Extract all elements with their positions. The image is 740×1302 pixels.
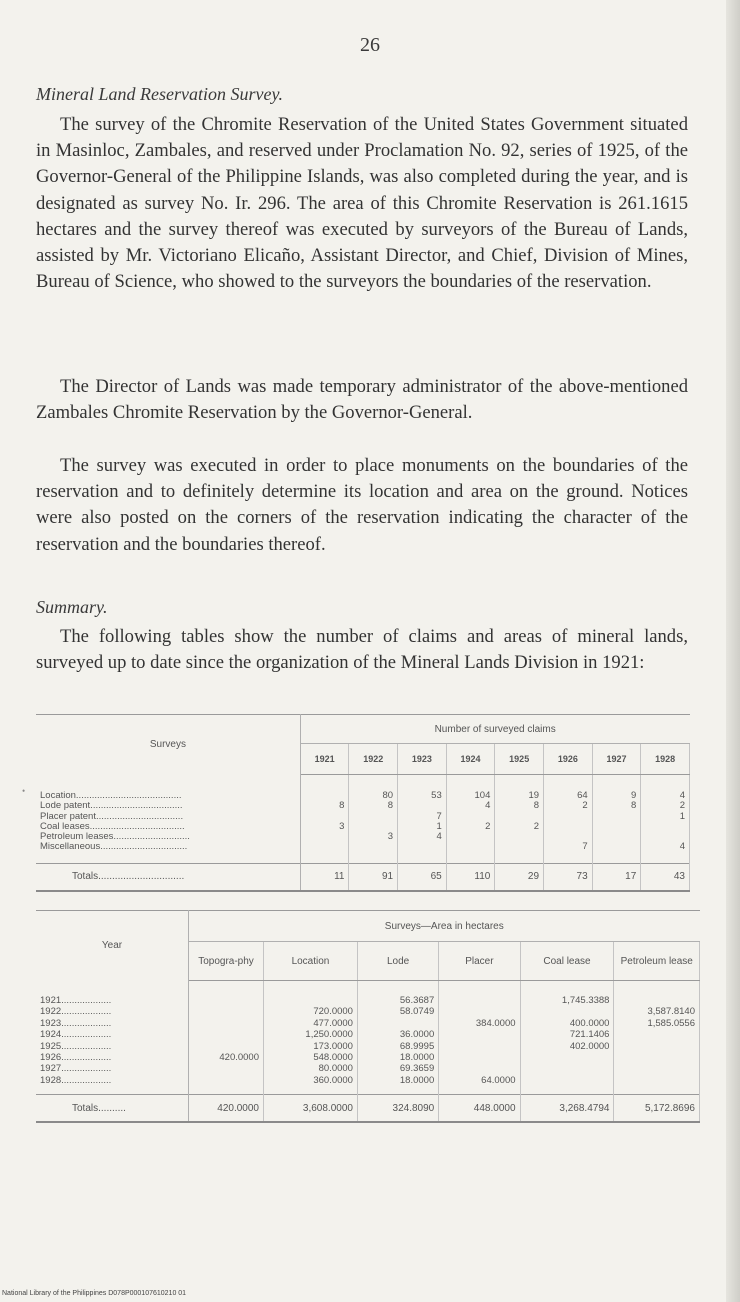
table-cell	[614, 1075, 700, 1095]
totals-row	[36, 863, 690, 891]
table-cell	[300, 775, 349, 802]
table-cell: 720.0000	[264, 1006, 358, 1017]
table-cell	[189, 1006, 264, 1017]
table-cell	[189, 981, 264, 1007]
claims-table-span-header: Number of surveyed claims	[300, 715, 689, 744]
table-row	[36, 1075, 700, 1095]
areas-table-span-header: Surveys—Area in hectares	[189, 911, 700, 942]
row-label: 1921...................	[36, 981, 189, 1007]
table-row	[36, 842, 690, 863]
table-cell	[544, 812, 593, 822]
table-cell: 68.9995	[357, 1041, 438, 1052]
total-cell: 29	[495, 863, 544, 891]
areas-column-header: Topogra-phy	[189, 942, 264, 981]
table-cell	[495, 842, 544, 863]
table-cell: 7	[398, 812, 447, 822]
table-cell	[592, 832, 641, 842]
claims-year-header: 1924	[446, 744, 495, 775]
table-cell: 64	[544, 775, 593, 802]
row-label: Coal leases....................................	[36, 822, 300, 832]
totals-label: Totals..........	[36, 1095, 189, 1123]
row-label: 1924...................	[36, 1029, 189, 1040]
table-cell: 3	[349, 832, 398, 842]
claims-year-header: 1926	[544, 744, 593, 775]
table-cell: 2	[641, 801, 690, 811]
table-cell	[439, 1006, 520, 1017]
table-cell: 360.0000	[264, 1075, 358, 1095]
table-cell	[189, 1075, 264, 1095]
total-cell: 65	[398, 863, 447, 891]
table-cell	[520, 1063, 614, 1074]
table-cell	[520, 1006, 614, 1017]
row-label: 1927...................	[36, 1063, 189, 1074]
table-cell: 402.0000	[520, 1041, 614, 1052]
areas-column-header: Petroleum lease	[614, 942, 700, 981]
row-label: Petroleum leases.............................	[36, 832, 300, 842]
table-cell: 173.0000	[264, 1041, 358, 1052]
total-cell: 11	[300, 863, 349, 891]
areas-column-header: Placer	[439, 942, 520, 981]
scan-footer: National Library of the Philippines D078P000107610210 01	[2, 1290, 187, 1297]
table-cell: 1,745.3388	[520, 981, 614, 1007]
table-cell: 548.0000	[264, 1052, 358, 1063]
table-cell	[592, 812, 641, 822]
table-cell: 4	[446, 801, 495, 811]
claims-year-header: 1927	[592, 744, 641, 775]
table-cell	[300, 832, 349, 842]
table-cell	[300, 842, 349, 863]
table-cell	[357, 1018, 438, 1029]
totals-row	[36, 1095, 700, 1123]
total-cell: 91	[349, 863, 398, 891]
table-cell: 3,587.8140	[614, 1006, 700, 1017]
table-cell: 2	[446, 822, 495, 832]
table-cell	[439, 1052, 520, 1063]
table-cell	[439, 1041, 520, 1052]
table-cell	[398, 842, 447, 863]
table-cell	[495, 832, 544, 842]
table-cell: 80.0000	[264, 1063, 358, 1074]
table-cell: 19	[495, 775, 544, 802]
table-cell: 3	[300, 822, 349, 832]
table-cell	[446, 832, 495, 842]
table-cell	[614, 1029, 700, 1040]
total-cell: 3,608.0000	[264, 1095, 358, 1123]
row-label: 1925...................	[36, 1041, 189, 1052]
total-cell: 110	[446, 863, 495, 891]
total-cell: 43	[641, 863, 690, 891]
table-row	[36, 1018, 700, 1029]
table-cell	[614, 1063, 700, 1074]
total-cell: 17	[592, 863, 641, 891]
table-cell	[614, 1041, 700, 1052]
table-cell	[189, 1018, 264, 1029]
table-cell: 384.0000	[439, 1018, 520, 1029]
table-row	[36, 1052, 700, 1063]
table-cell: 4	[398, 832, 447, 842]
total-cell: 3,268.4794	[520, 1095, 614, 1123]
total-cell: 324.8090	[357, 1095, 438, 1123]
section-title-summary: Summary.	[36, 597, 108, 617]
table-row	[36, 775, 690, 802]
total-cell: 448.0000	[439, 1095, 520, 1123]
table-cell: 4	[641, 842, 690, 863]
row-label: 1922...................	[36, 1006, 189, 1017]
table-cell: 64.0000	[439, 1075, 520, 1095]
table-cell	[614, 981, 700, 1007]
table-cell: 420.0000	[189, 1052, 264, 1063]
table-cell	[446, 842, 495, 863]
claims-table-surveys-header: Surveys	[36, 715, 300, 775]
table-cell: 80	[349, 775, 398, 802]
table-cell	[439, 1029, 520, 1040]
table-cell	[520, 1052, 614, 1063]
table-row	[36, 981, 700, 1007]
table-cell: 477.0000	[264, 1018, 358, 1029]
table-cell	[641, 822, 690, 832]
table-row	[36, 1006, 700, 1017]
table-cell	[189, 1063, 264, 1074]
table-row	[36, 1063, 700, 1074]
table-cell	[439, 1063, 520, 1074]
areas-table-year-header: Year	[36, 911, 189, 981]
table-cell: 2	[495, 822, 544, 832]
table-cell	[544, 822, 593, 832]
table-cell: 8	[349, 801, 398, 811]
areas-column-header: Coal lease	[520, 942, 614, 981]
table-cell: 104	[446, 775, 495, 802]
totals-label: Totals...............................	[36, 863, 300, 891]
table-row	[36, 1041, 700, 1052]
table-cell: 58.0749	[357, 1006, 438, 1017]
table-cell: 56.3687	[357, 981, 438, 1007]
table-cell: 9	[592, 775, 641, 802]
table-cell	[592, 822, 641, 832]
row-label: 1928...................	[36, 1075, 189, 1095]
table-cell: 53	[398, 775, 447, 802]
table-cell: 2	[544, 801, 593, 811]
row-label: Lode patent...................................	[36, 801, 300, 811]
table-cell: 1	[641, 812, 690, 822]
claims-year-header: 1921	[300, 744, 349, 775]
table-cell: 400.0000	[520, 1018, 614, 1029]
table-cell	[189, 1041, 264, 1052]
paragraph-survey-monuments: The survey was executed in order to place monuments on the boundaries of the reservation and to definitely determine its location and area on the ground. Notices were also posted on the corners of the reservation indicating the character of the reservation and the boundaries thereof.	[36, 455, 688, 555]
paragraph-chromite-survey: The survey of the Chromite Reservation of the United States Government situated in Masinloc, Zambales, and reserved under Proclamation No. 92, series of 1925, of the Governor-General of the Philippine Islands, was also completed during the year, and is designated as survey No. Ir. 296. The area of this Chromite Reservation is 261.1615 hectares and the survey thereof was executed by surveyors of the Bureau of Lands, assisted by Mr. Victoriano Elicaño, Assistant Director, and Chief, Division of Mines, Bureau of Science, who showed to the surveyors the boundaries of the reservation.	[36, 114, 688, 293]
claims-year-header: 1925	[495, 744, 544, 775]
margin-mark: •	[22, 786, 26, 796]
paragraph-director-administrator: The Director of Lands was made temporary administrator of the above-mentioned Zambales Chromite Reservation by the Governor-General.	[36, 376, 688, 424]
table-cell	[264, 981, 358, 1007]
table-cell	[614, 1052, 700, 1063]
table-cell	[349, 812, 398, 822]
table-cell	[189, 1029, 264, 1040]
claims-year-header: 1922	[349, 744, 398, 775]
table-cell: 36.0000	[357, 1029, 438, 1040]
total-cell: 73	[544, 863, 593, 891]
table-row	[36, 1029, 700, 1040]
row-label: 1926...................	[36, 1052, 189, 1063]
table-cell: 8	[592, 801, 641, 811]
table-cell: 7	[544, 842, 593, 863]
page-edge-shadow	[726, 0, 740, 1302]
paragraph-summary-intro: The following tables show the number of claims and areas of mineral lands, surveyed up to date since the organization of the Mineral Lands Division in 1921:	[36, 626, 688, 674]
table-cell	[349, 842, 398, 863]
total-cell: 5,172.8696	[614, 1095, 700, 1123]
section-title-mineral-land: Mineral Land Reservation Survey.	[36, 84, 283, 104]
row-label: 1923...................	[36, 1018, 189, 1029]
table-cell	[439, 981, 520, 1007]
claims-year-header: 1923	[398, 744, 447, 775]
table-cell: 8	[300, 801, 349, 811]
claims-table	[36, 714, 690, 892]
areas-column-header: Lode	[357, 942, 438, 981]
total-cell: 420.0000	[189, 1095, 264, 1123]
table-cell: 18.0000	[357, 1052, 438, 1063]
table-cell: 1,250.0000	[264, 1029, 358, 1040]
row-label: Location........................................	[36, 775, 300, 802]
table-cell: 1	[398, 822, 447, 832]
page-number: 26	[360, 34, 380, 56]
table-cell: 4	[641, 775, 690, 802]
table-cell: 69.3659	[357, 1063, 438, 1074]
table-cell	[520, 1075, 614, 1095]
table-cell: 8	[495, 801, 544, 811]
table-cell: 18.0000	[357, 1075, 438, 1095]
table-cell: 1,585.0556	[614, 1018, 700, 1029]
table-cell: 721.1406	[520, 1029, 614, 1040]
table-cell	[592, 842, 641, 863]
row-label: Miscellaneous.................................	[36, 842, 300, 863]
claims-year-header: 1928	[641, 744, 690, 775]
areas-table	[36, 910, 700, 1123]
areas-column-header: Location	[264, 942, 358, 981]
row-label: Placer patent.................................	[36, 812, 300, 822]
